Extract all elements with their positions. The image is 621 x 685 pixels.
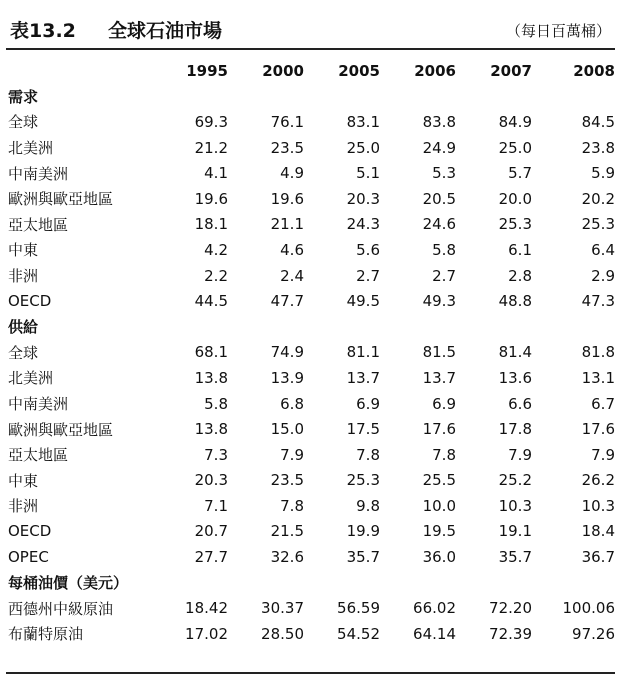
table-cell: 19.5 (422, 522, 456, 541)
table-cell: 7.8 (280, 496, 304, 515)
table-cell: 36.7 (581, 548, 615, 567)
table-cell: 97.26 (572, 624, 615, 643)
table-cell: 20.3 (346, 189, 380, 208)
row-label: OECD (8, 522, 52, 541)
table-cell: 5.8 (204, 394, 228, 413)
header-blank (6, 58, 156, 84)
table-title: 全球石油市場 (108, 20, 223, 42)
table-row (6, 109, 615, 135)
table-row (6, 493, 615, 519)
table-cell: 49.3 (422, 292, 456, 311)
row-label: 亞太地區 (8, 215, 69, 234)
table-cell: 48.8 (498, 292, 532, 311)
table-cell: 30.37 (261, 599, 304, 618)
section-heading-row (6, 314, 615, 340)
section-heading: 需求 (8, 87, 39, 106)
table-cell: 17.5 (346, 420, 380, 439)
table-cell: 2.8 (508, 266, 532, 285)
table-cell: 5.1 (356, 164, 380, 183)
row-label: OPEC (8, 548, 49, 567)
table-cell: 83.1 (346, 112, 380, 131)
table-cell: 10.3 (581, 496, 615, 515)
table-cell: 18.42 (185, 599, 228, 618)
table-row (6, 212, 615, 238)
table-cell: 24.6 (422, 215, 456, 234)
table-cell: 6.8 (280, 394, 304, 413)
section-heading: 每桶油價（美元） (8, 574, 129, 593)
header-year: 2000 (262, 61, 304, 80)
table-cell: 54.52 (337, 624, 380, 643)
table-cell: 6.1 (508, 240, 532, 259)
table-row (6, 391, 615, 417)
table-cell: 17.02 (185, 624, 228, 643)
table-cell: 69.3 (194, 112, 228, 131)
table-cell: 5.6 (356, 240, 380, 259)
table-cell: 2.7 (432, 266, 456, 285)
table-cell: 17.6 (422, 420, 456, 439)
table-row (6, 595, 615, 621)
header-row (6, 58, 615, 84)
table-row (6, 186, 615, 212)
row-label: 中東 (8, 241, 39, 260)
header-year: 2005 (338, 61, 380, 80)
table-cell: 25.3 (581, 215, 615, 234)
table-cell: 72.39 (489, 624, 532, 643)
table-body (6, 84, 615, 647)
table-cell: 10.0 (422, 496, 456, 515)
table-cell: 25.0 (498, 138, 532, 157)
header-year: 2006 (414, 61, 456, 80)
table-cell: 7.9 (280, 445, 304, 464)
table-cell: 13.7 (346, 368, 380, 387)
table-cell: 13.8 (194, 368, 228, 387)
table-cell: 25.5 (422, 471, 456, 490)
table-title-bar (6, 12, 615, 46)
table-cell: 19.1 (498, 522, 532, 541)
row-label: 全球 (8, 343, 39, 362)
table-cell: 17.6 (581, 420, 615, 439)
table-cell: 25.2 (498, 471, 532, 490)
header-year: 2008 (573, 61, 615, 80)
row-label: 西德州中級原油 (8, 599, 114, 618)
table-cell: 20.7 (194, 522, 228, 541)
table-cell: 26.2 (581, 471, 615, 490)
table-cell: 5.3 (432, 164, 456, 183)
table-cell: 13.8 (194, 420, 228, 439)
table-cell: 28.50 (261, 624, 304, 643)
table-cell: 7.1 (204, 496, 228, 515)
table-cell: 7.8 (432, 445, 456, 464)
table-row (6, 340, 615, 366)
table-cell: 13.7 (422, 368, 456, 387)
table-cell: 81.5 (422, 343, 456, 362)
table-cell: 36.0 (422, 548, 456, 567)
table-row (6, 468, 615, 494)
row-label: 歐洲與歐亞地區 (8, 420, 114, 439)
table-cell: 15.0 (270, 420, 304, 439)
table-cell: 25.3 (346, 471, 380, 490)
table-cell: 35.7 (498, 548, 532, 567)
table-cell: 24.3 (346, 215, 380, 234)
oil-market-table (6, 58, 615, 647)
table-cell: 25.0 (346, 138, 380, 157)
table-cell: 47.7 (270, 292, 304, 311)
row-label: 北美洲 (8, 369, 54, 388)
table-cell: 76.1 (270, 112, 304, 131)
table-cell: 5.8 (432, 240, 456, 259)
table-row (6, 544, 615, 570)
row-label: 中南美洲 (8, 164, 69, 183)
table-cell: 4.2 (204, 240, 228, 259)
table-row (6, 263, 615, 289)
table-cell: 44.5 (194, 292, 228, 311)
row-label: 中南美洲 (8, 395, 69, 414)
table-cell: 35.7 (346, 548, 380, 567)
table-cell: 13.1 (581, 368, 615, 387)
table-cell: 21.1 (270, 215, 304, 234)
top-rule (6, 48, 615, 50)
table-row (6, 519, 615, 545)
table-cell: 10.3 (498, 496, 532, 515)
table-cell: 2.2 (204, 266, 228, 285)
table-cell: 19.9 (346, 522, 380, 541)
table-cell: 2.4 (280, 266, 304, 285)
table-cell: 83.8 (422, 112, 456, 131)
table-cell: 72.20 (489, 599, 532, 618)
table-cell: 4.6 (280, 240, 304, 259)
table-row (6, 621, 615, 647)
section-heading-row (6, 570, 615, 596)
table-cell: 20.0 (498, 189, 532, 208)
table-cell: 7.9 (591, 445, 615, 464)
table-number: 表13.2 (10, 20, 76, 42)
table-cell: 6.4 (591, 240, 615, 259)
table-cell: 81.8 (581, 343, 615, 362)
table-cell: 47.3 (581, 292, 615, 311)
table-cell: 27.7 (194, 548, 228, 567)
table-cell: 2.9 (591, 266, 615, 285)
header-year: 2007 (490, 61, 532, 80)
table-cell: 68.1 (194, 343, 228, 362)
table-cell: 81.1 (346, 343, 380, 362)
table-cell: 17.8 (498, 420, 532, 439)
table-cell: 64.14 (413, 624, 456, 643)
table-cell: 32.6 (270, 548, 304, 567)
table-cell: 6.7 (591, 394, 615, 413)
table-row (6, 237, 615, 263)
table-cell: 20.2 (581, 189, 615, 208)
table-cell: 84.9 (498, 112, 532, 131)
table-cell: 21.2 (194, 138, 228, 157)
section-heading-row (6, 84, 615, 110)
table-cell: 5.7 (508, 164, 532, 183)
table-cell: 74.9 (270, 343, 304, 362)
table-cell: 9.8 (356, 496, 380, 515)
table-cell: 81.4 (498, 343, 532, 362)
bottom-rule (6, 672, 615, 674)
table-cell: 25.3 (498, 215, 532, 234)
table-cell: 4.9 (280, 164, 304, 183)
table-cell: 5.9 (591, 164, 615, 183)
table-cell: 49.5 (346, 292, 380, 311)
row-label: 布蘭特原油 (8, 625, 84, 644)
table-cell: 2.7 (356, 266, 380, 285)
table-cell: 7.3 (204, 445, 228, 464)
table-cell: 56.59 (337, 599, 380, 618)
table-cell: 23.8 (581, 138, 615, 157)
table-cell: 18.1 (194, 215, 228, 234)
table-cell: 7.9 (508, 445, 532, 464)
row-label: 中東 (8, 471, 39, 490)
table-row (6, 288, 615, 314)
table-cell: 13.6 (498, 368, 532, 387)
table-cell: 18.4 (581, 522, 615, 541)
table-cell: 21.5 (270, 522, 304, 541)
row-label: 全球 (8, 113, 39, 132)
row-label: 非洲 (8, 267, 39, 286)
table-row (6, 442, 615, 468)
table-row (6, 365, 615, 391)
header-year: 1995 (186, 61, 228, 80)
section-heading: 供給 (8, 318, 39, 337)
table-cell: 23.5 (270, 138, 304, 157)
table-cell: 24.9 (422, 138, 456, 157)
row-label: 非洲 (8, 497, 39, 516)
row-label: 亞太地區 (8, 446, 69, 465)
row-label: 歐洲與歐亞地區 (8, 190, 114, 209)
table-cell: 20.3 (194, 471, 228, 490)
unit-label: （每日百萬桶） (505, 22, 611, 40)
table-cell: 13.9 (270, 368, 304, 387)
table-cell: 6.9 (432, 394, 456, 413)
table-cell: 4.1 (204, 164, 228, 183)
table-cell: 23.5 (270, 471, 304, 490)
table-cell: 84.5 (581, 112, 615, 131)
row-label: 北美洲 (8, 139, 54, 158)
table-cell: 66.02 (413, 599, 456, 618)
table-cell: 100.06 (562, 599, 615, 618)
table-cell: 19.6 (270, 189, 304, 208)
table-cell: 6.9 (356, 394, 380, 413)
table-cell: 20.5 (422, 189, 456, 208)
row-label: OECD (8, 292, 52, 311)
table-cell: 7.8 (356, 445, 380, 464)
table-cell: 19.6 (194, 189, 228, 208)
table-cell: 6.6 (508, 394, 532, 413)
table-row (6, 135, 615, 161)
table-row (6, 160, 615, 186)
table-row (6, 416, 615, 442)
